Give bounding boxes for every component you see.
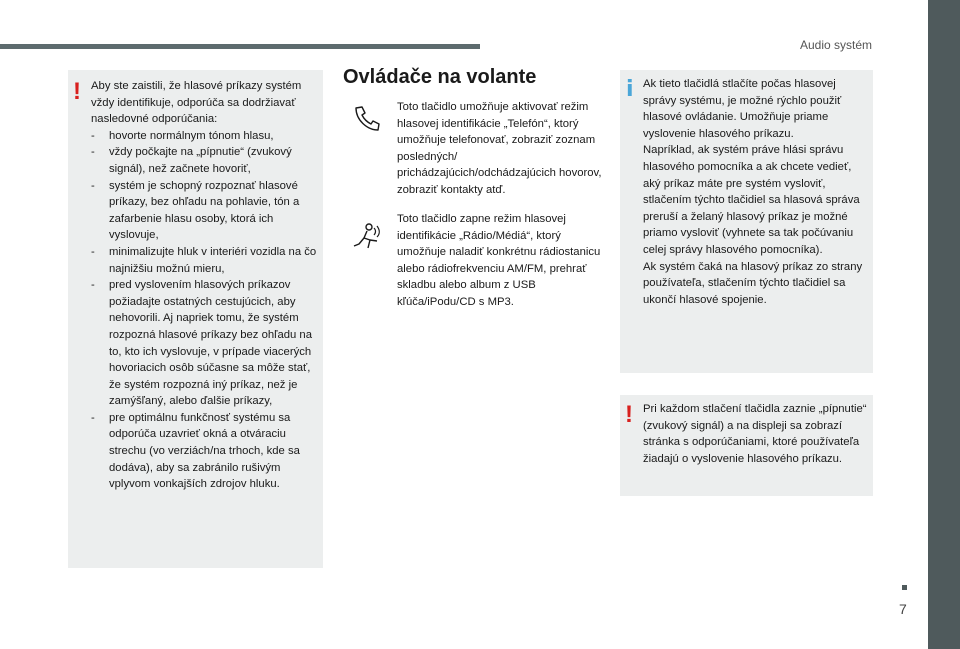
section-label: Audio systém [800, 38, 873, 52]
warning-text: Pri každom stlačení tlačidla zaznie „pípnutie“ (zvukový signál) a na displeji sa zobrazí stránka s odporúčaniami, ktoré používateľa žiadajú o vyslovenie hlasového príkazu. [643, 403, 867, 465]
info-paragraph: Ak tieto tlačidlá stlačíte počas hlasovej správy systému, je možné rýchlo použiť hlasové ovládanie. Umožňuje priame vyslovenie hlasového príkazu. [643, 78, 842, 140]
page-marker [902, 585, 907, 590]
page-number: 7 [899, 601, 907, 617]
voice-button-description: Toto tlačidlo zapne režim hlasovej identifikácie „Rádio/Médiá“, ktorý umožňuje naladiť konkrétnu rádiostanicu alebo rádiofrekvenciu AM/FM, prehrať skladbu alebo album z USB kľúča/iPodu/CD s MP3. [397, 213, 601, 308]
phone-button-description: Toto tlačidlo umožňuje aktivovať režim hlasovej identifikácie „Telefón“, ktorý umožňuje telefonovať, zobraziť zoznam posledných/ prichádzajúcich/odchádzajúcich hovorov, zobraziť kontakty atď. [397, 101, 602, 196]
list-item: - hovorte normálnym tónom hlasu, [91, 128, 319, 145]
list-item: - vždy počkajte na „pípnutie“ (zvukový signál), než začnete hovoriť, [91, 144, 319, 177]
phone-icon [352, 104, 382, 132]
info-content [643, 76, 869, 308]
list-item: - pred vyslovením hlasových príkazov požiadajte ostatných cestujúcich, aby nehovorili. Aj napriek tomu, že systém rozpozná hlasové príkazy bez ohľadu na to, kto ich vyslovuje, v prípade viacerých hovoriacich osôb súčasne sa môže stať, že systém rozpozná iný príkaz, než je zamýšľaný, alebo ďalšie príkazy, [91, 277, 319, 410]
list-item: - minimalizujte hluk v interiéri vozidla na čo najnižšiu možnú mieru, [91, 244, 319, 277]
warning-box-left [68, 70, 323, 568]
header-rule [0, 44, 480, 49]
warning-content [91, 78, 319, 493]
list-item: - pre optimálnu funkčnosť systému sa odporúča uzavrieť okná a otváraciu strechu (vo verziách/na trhoch, kde sa dodáva), aby sa zabránilo rušivým vplyvom vonkajších zdrojov hluku. [91, 410, 319, 493]
info-box [620, 70, 873, 373]
warning-box-right [620, 395, 873, 496]
section-title: Ovládače na volante [343, 66, 537, 88]
exclamation-icon: ! [625, 401, 633, 428]
info-icon: i [626, 77, 634, 102]
exclamation-icon: ! [73, 78, 81, 105]
voice-command-icon [350, 222, 382, 252]
list-item: - systém je schopný rozpoznať hlasové príkazy, bez ohľadu na pohlavie, tón a zafarbenie hlasu osoby, ktorá ich vyslovuje, [91, 178, 319, 244]
info-paragraph: Ak systém čaká na hlasový príkaz zo strany používateľa, stlačením týchto tlačidiel sa ukončí hlasové spojenie. [643, 260, 863, 306]
side-tab [928, 0, 960, 649]
recommendation-list [91, 128, 319, 493]
info-paragraph: Napríklad, ak systém práve hlási správu hlasového pomocníka a ak chcete vedieť, aký príkaz máte pre systém vysloviť, stlačením týchto tlačidiel sa hlasová správa preruší a želaný hlasový príkaz je možné priamo vysloviť (vyhnete sa tak počúvaniu celej správy hlasového pomocníka). [643, 144, 860, 256]
warning-intro: Aby ste zaistili, že hlasové príkazy systém vždy identifikuje, odporúča sa dodržiavať nasledovné odporúčania: [91, 80, 302, 126]
